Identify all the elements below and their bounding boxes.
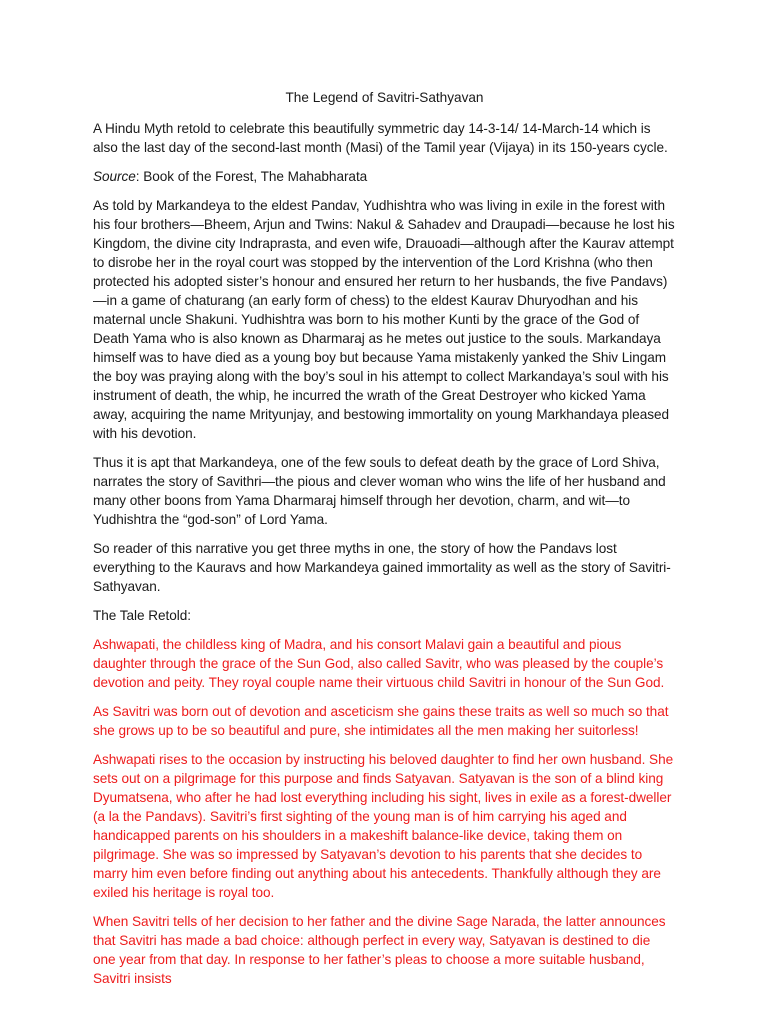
tale-heading: The Tale Retold: (93, 608, 191, 623)
document-title: The Legend of Savitri-Sathyavan (285, 90, 484, 105)
source-label: Source (93, 169, 136, 184)
source-line (93, 167, 676, 186)
intro-paragraph: A Hindu Myth retold to celebrate this beautifully symmetric day 14-3-14/ 14-March-14 which is also the last day of the second-last month (Masi) of the Tamil year (Vijaya) in its 150-years cycle. (93, 121, 668, 155)
red-paragraph-ashwapati: Ashwapati, the childless king of Madra, and his consort Malavi gain a beautiful and pious daughter through the grace of the Sun God, also called Savitr, who was pleased by the couple’s devotion and peity. They royal couple name their virtuous child Savitri in honour of the Sun God. (93, 637, 665, 690)
red-paragraph-pilgrimage: Ashwapati rises to the occasion by instructing his beloved daughter to find her own husband. She sets out on a pilgrimage for this purpose and finds Satyavan. Satyavan is the son of a blind king Dyumatsena, who after he had lost everything including his sight, lives in exile as a forest-dweller (a la the Pandavs). Savitri’s first sighting of the young man is of him carrying his aged and handicapped parents on his shoulders in a makeshift balance-like device, taking them on pilgrimage. She was so impressed by Satyavan’s devotion to his parents that she decides to marry him even before finding out anything about his antecedents. Thankfully although they are exiled his heritage is royal too. (93, 752, 674, 900)
red-paragraph-narada: When Savitri tells of her decision to her father and the divine Sage Narada, the latter announces that Savitri has made a bad choice: although perfect in every way, Satyavan is destined to die one year from that day. In response to her father’s pleas to choose a more suitable husband, Savitri insists (93, 914, 666, 986)
body-paragraph-savithri: Thus it is apt that Markandeya, one of the few souls to defeat death by the grace of Lord Shiva, narrates the story of Savithri—the pious and clever woman who wins the life of her husband and many other boons from Yama Dharmaraj himself through her devotion, charm, and wit—to Yudhishtra the “god-son” of Lord Yama. (93, 455, 666, 527)
body-paragraph-three-myths: So reader of this narrative you get three myths in one, the story of how the Pandavs lost everything to the Kauravs and how Markandeya gained immortality as well as the story of Savitri-Sathyavan. (93, 541, 671, 594)
body-paragraph-markandeya: As told by Markandeya to the eldest Pandav, Yudhishtra who was living in exile in the forest with his four brothers—Bheem, Arjun and Twins: Nakul & Sahadev and Draupadi—because he lost his Kingdom, the divine city Indraprasta, and even wife, Drauoadi—although after the Kaurav attempt to disrobe her in the royal court was stopped by the intervention of the Lord Krishna (who then protected his adopted sister’s honour and ensured her return to her husbands, the five Pandavs)—in a game of chaturang (an early form of chess) to the eldest Kaurav Dhuryodhan and his maternal uncle Shakuni. Yudhishtra was born to his mother Kunti by the grace of the God of Death Yama who is also known as Dharmaraj as he metes out justice to the souls. Markandaya himself was to have died as a young boy but because Yama mistakenly yanked the Shiv Lingam the boy was praying along with the boy’s soul in his attempt to collect Markandaya’s soul with his instrument of death, the whip, he incurred the wrath of the Great Destroyer who kicked Yama away, acquiring the name Mrityunjay, and bestowing immortality on young Markhandaya pleased with his devotion. (93, 198, 675, 441)
red-paragraph-savitri-born: As Savitri was born out of devotion and asceticism she gains these traits as well so much so that she grows up to be so beautiful and pure, she intimidates all the men making her suitorless! (93, 704, 669, 738)
source-text: : Book of the Forest, The Mahabharata (135, 169, 368, 184)
